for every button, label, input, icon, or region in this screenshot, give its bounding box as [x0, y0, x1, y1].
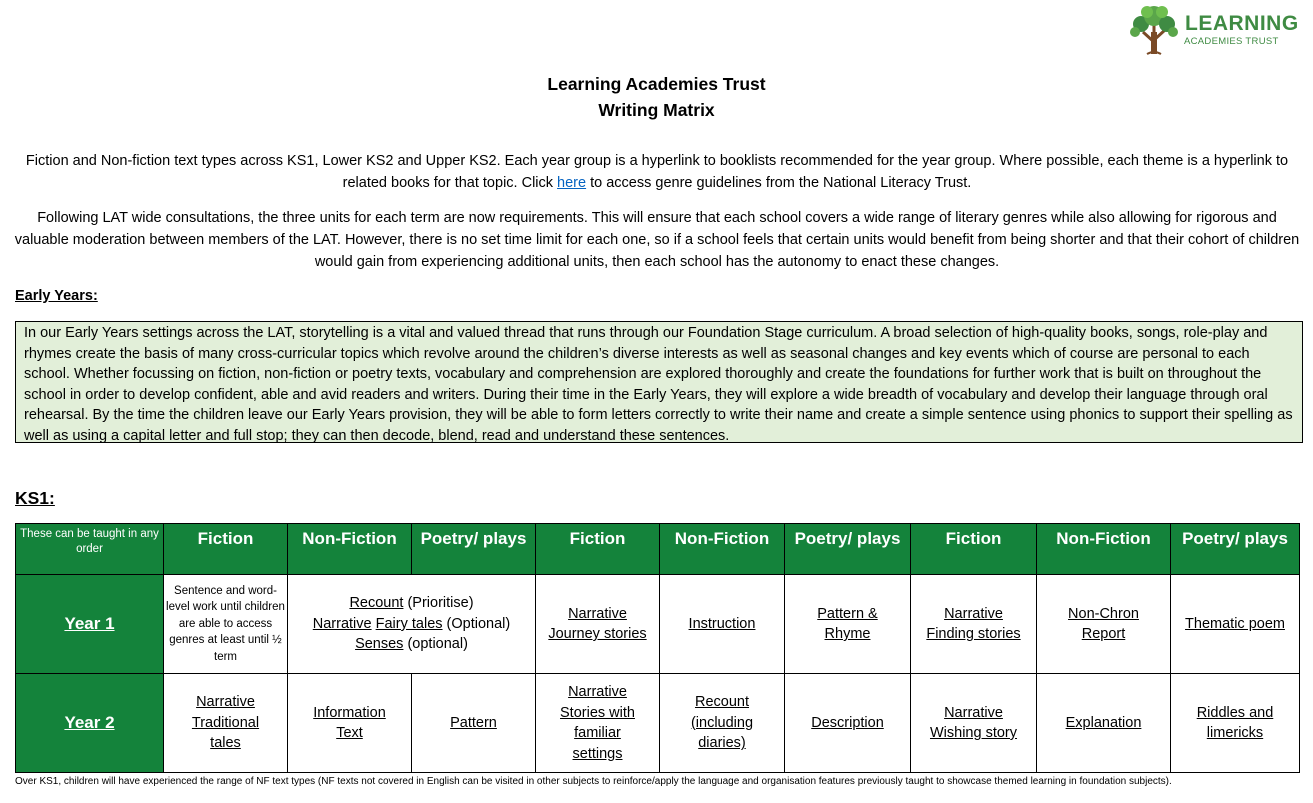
trust-logo	[1127, 2, 1299, 58]
header-nonfiction-3: Non-Fiction	[1037, 524, 1171, 575]
year1-fiction3[interactable]: Narrative Finding stories	[911, 575, 1037, 674]
year1-poetry3[interactable]: Thematic poem	[1171, 575, 1300, 674]
year2-nonfiction1[interactable]: Information Text	[288, 674, 412, 773]
logo-wordmark: LEARNING	[1185, 12, 1299, 35]
genre-guidelines-link[interactable]: here	[557, 175, 587, 191]
year1-nonfiction2[interactable]: Instruction	[660, 575, 785, 674]
document-subtitle: Writing Matrix	[598, 100, 715, 120]
recount-link[interactable]: Recount	[349, 595, 404, 612]
ks1-matrix-table	[15, 523, 1300, 773]
year2-poetry3[interactable]: Riddles and limericks	[1171, 674, 1300, 773]
year2-nonfiction3[interactable]: Explanation	[1037, 674, 1171, 773]
intro-paragraph	[14, 150, 1300, 194]
early-years-heading: Early Years:	[15, 288, 98, 304]
year2-poetry2[interactable]: Description	[785, 674, 911, 773]
senses-link[interactable]: Senses	[355, 636, 404, 653]
year1-fiction1: Sentence and word-level work until children are able to access genres at least until ½ term	[164, 575, 288, 674]
table-header-row	[16, 524, 1300, 575]
year1-poetry2[interactable]: Pattern & Rhyme	[785, 575, 911, 674]
header-nonfiction-2: Non-Fiction	[660, 524, 785, 575]
year2-nonfiction2[interactable]: Recount (including diaries)	[660, 674, 785, 773]
narrative-link[interactable]: Narrative	[312, 615, 372, 632]
header-fiction-2: Fiction	[536, 524, 660, 575]
ks1-heading: KS1:	[15, 488, 55, 508]
fairy-tales-link[interactable]: Fairy tales	[375, 615, 443, 632]
year2-fiction3[interactable]: Narrative Wishing story	[911, 674, 1037, 773]
year1-merged-units: Recount (Prioritise) Narrative Fairy tales (Optional) Senses (optional)	[288, 575, 536, 674]
document-title: Learning Academies Trust	[547, 74, 766, 94]
year1-fiction2[interactable]: Narrative Journey stories	[536, 575, 660, 674]
year2-poetry1[interactable]: Pattern	[412, 674, 536, 773]
header-fiction-1: Fiction	[164, 524, 288, 575]
header-fiction-3: Fiction	[911, 524, 1037, 575]
tree-icon	[1127, 2, 1181, 58]
intro-text-start: Fiction and Non-fiction text types across KS1, Lower KS2 and Upper KS2. Each year group is a hyperlink to booklists recommended for the year group. Where possible, each theme is a hyperlink to related books for that topic. Click	[25, 153, 1289, 191]
consultation-paragraph: Following LAT wide consultations, the three units for each term are now requirements. This will ensure that each school covers a wide range of literary genres while also allowing for rigorous and valuable moderation between members of the LAT. However, there is no set time limit for each one, so if a school feels that certain units would benefit from being shorter and that their cohort of children would gain from experiencing additional units, then each school has the autonomy to enact these changes.	[14, 210, 1300, 270]
ks1-footnote: Over KS1, children will have experienced the range of NF text types (NF texts not covered in English can be visited in other subjects to reinforce/apply the language and organisation features previously taught to showcase themed learning in foundation subjects).	[15, 776, 1172, 787]
year1-booklist-link[interactable]: Year 1	[64, 614, 115, 633]
table-row	[16, 674, 1300, 773]
year2-cell	[16, 674, 164, 773]
year1-cell	[16, 575, 164, 674]
logo-subtitle: ACADEMIES TRUST	[1184, 36, 1279, 47]
early-years-box: In our Early Years settings across the LAT, storytelling is a vital and valued thread that runs through our Foundation Stage curriculum. A broad selection of high-quality books, songs, role-play and rhymes create the basis of many cross-curricular topics which revolve around the children’s diverse interests as well as seasonal changes and key events which of course are personal to each school. Whether focussing on fiction, non-fiction or poetry texts, vocabulary and comprehension are explored thoroughly and create the foundations for further work that is built on throughout the school in order to develop confident, able and avid readers and writers. During their time in the Early Years, they will explore a wide breadth of vocabulary and develop their language through oral rehearsal. By the time the children leave our Early Years provision, they will be able to form letters correctly to write their name and create a simple sentence using phonics to support their spelling as well as using a capital letter and full stop; they can then decode, blend, read and understand these sentences.	[15, 321, 1303, 443]
year2-fiction1[interactable]: Narrative Traditional tales	[164, 674, 288, 773]
header-poetry-1: Poetry/ plays	[412, 524, 536, 575]
header-poetry-3: Poetry/ plays	[1171, 524, 1300, 575]
header-poetry-2: Poetry/ plays	[785, 524, 911, 575]
year2-fiction2[interactable]: Narrative Stories with familiar settings	[536, 674, 660, 773]
year1-nonfiction3[interactable]: Non-Chron Report	[1037, 575, 1171, 674]
intro-text-end: to access genre guidelines from the National Literacy Trust.	[586, 175, 972, 191]
order-note: These can be taught in any order	[16, 524, 164, 575]
year2-booklist-link[interactable]: Year 2	[64, 713, 115, 732]
table-row	[16, 575, 1300, 674]
header-nonfiction-1: Non-Fiction	[288, 524, 412, 575]
